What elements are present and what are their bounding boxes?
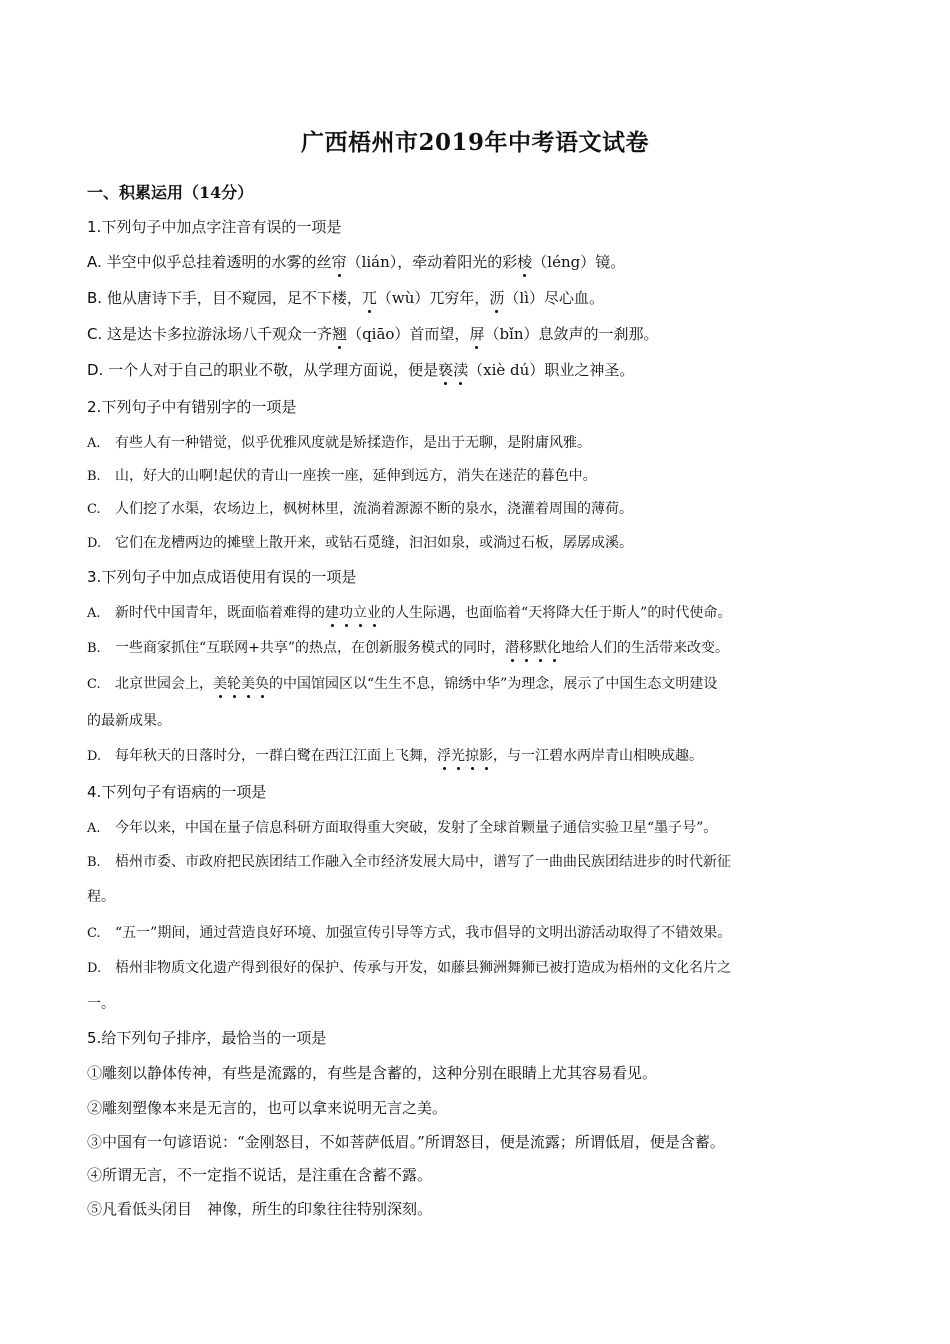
dotted-char: 渎 xyxy=(453,361,469,379)
dotted-char: 影 xyxy=(479,748,493,764)
q5-item-5: ⑤凡看低头闭目 神像，所生的印象往往特别深刻。 xyxy=(87,1200,433,1218)
dotted-char: 功 xyxy=(339,605,353,621)
dotted-char: 移 xyxy=(519,640,534,656)
q3-option-a: A. 新时代中国青年，既面临着难得的建功立业的人生际遇，也面临着“天将降大任于斯人”的时代使命。 xyxy=(87,605,732,621)
q5-item-2: ②雕刻塑像本来是无言的，也可以拿来说明无言之美。 xyxy=(87,1099,448,1117)
section-heading: 一、积累运用（14分） xyxy=(87,183,254,202)
dotted-char: 亵 xyxy=(438,361,454,379)
q3-option-c-continued: 的最新成果。 xyxy=(87,713,171,729)
page-title: 广西梧州市2019年中考语文试卷 xyxy=(300,129,649,156)
q4-option-b-continued: 程。 xyxy=(87,889,115,905)
q4-option-d: D. 梧州非物质文化遗产得到很好的保护、传承与开发，如藤县狮洲舞狮已被打造成为梧州的文化名片之 xyxy=(87,960,731,976)
dotted-char: 翘 xyxy=(332,325,348,343)
dotted-char: 光 xyxy=(451,748,465,764)
dotted-char: 浮 xyxy=(437,748,451,764)
q3-option-b: B. 一些商家抓住“互联网+共享”的热点，在创新服务模式的同时，潜移默化地给人们的生活带来改变。 xyxy=(87,640,730,656)
dotted-char: 默 xyxy=(533,640,548,656)
dotted-char: 屏 xyxy=(469,325,485,343)
q4-option-c: C. “五一”期间，通过营造良好环境、加强宣传引导等方式，我市倡导的文明出游活动取得了不错效果。 xyxy=(87,925,732,941)
dotted-char: 业 xyxy=(367,605,381,621)
q2-option-c: C. 人们挖了水渠，农场边上，枫树林里，流淌着源源不断的泉水，浇灌着周围的薄荷。 xyxy=(87,501,633,517)
dotted-char: 化 xyxy=(547,640,562,656)
q4-option-d-continued: 一。 xyxy=(87,996,115,1012)
q1-option-a: A. 半空中似乎总挂着透明的水雾的丝帘（lián），牵动着阳光的彩棱（léng）镜。 xyxy=(87,253,626,271)
q3-option-c: C. 北京世园会上，美轮美奂的中国馆园区以“生生不息，锦绣中华”为理念，展示了中国生态文明建设 xyxy=(87,676,718,692)
q5-item-4: ④所谓无言，不一定指不说话，是注重在含蓄不露。 xyxy=(87,1166,433,1184)
question-5-stem: 5.给下列句子排序，最恰当的一项是 xyxy=(87,1029,327,1047)
q4-option-b: B. 梧州市委、市政府把民族团结工作融入全市经济发展大局中，谱写了一曲曲民族团结进步的时代新征 xyxy=(87,854,731,870)
dotted-char: 立 xyxy=(353,605,367,621)
dotted-char: 棱 xyxy=(517,253,533,271)
q1-option-c: C. 这是达卡多拉游泳场八千观众一齐翘（qiāo）首而望，屏（bǐn）息敛声的一刹那。 xyxy=(87,325,659,343)
q2-option-a: A. 有些人有一种错觉，似乎优雅风度就是矫揉造作，是出于无聊，是附庸风雅。 xyxy=(87,435,591,451)
question-3-stem: 3.下列句子中加点成语使用有误的一项是 xyxy=(87,568,357,586)
dotted-char: 轮 xyxy=(227,676,241,692)
q2-option-d: D. 它们在龙槽两边的摊壁上散开来，或钻石觅缝，汩汩如泉，或淌过石板，孱孱成溪。 xyxy=(87,535,633,551)
question-2-stem: 2.下列句子中有错别字的一项是 xyxy=(87,398,297,416)
question-4-stem: 4.下列句子有语病的一项是 xyxy=(87,783,267,801)
dotted-char: 掠 xyxy=(465,748,479,764)
q5-item-3: ③中国有一句谚语说：“金刚怒目，不如菩萨低眉。”所谓怒目，便是流露；所谓低眉，便是含蓄。 xyxy=(87,1133,725,1151)
dotted-char: 美 xyxy=(241,676,255,692)
dotted-char: 沥 xyxy=(489,289,505,307)
dotted-char: 潜 xyxy=(505,640,520,656)
dotted-char: 兀 xyxy=(361,289,377,307)
q4-option-a: A. 今年以来，中国在量子信息科研方面取得重大突破，发射了全球首颗量子通信实验卫星“墨子号”。 xyxy=(87,820,718,836)
q2-option-b: B. 山，好大的山啊!起伏的青山一座挨一座，延伸到远方，消失在迷茫的暮色中。 xyxy=(87,468,597,484)
dotted-char: 美 xyxy=(213,676,227,692)
q5-item-1: ①雕刻以静体传神，有些是流露的，有些是含蓄的，这种分别在眼睛上尤其容易看见。 xyxy=(87,1064,658,1082)
dotted-char: 帘 xyxy=(331,253,347,271)
q3-option-d: D. 每年秋天的日落时分，一群白鹭在西江江面上飞舞，浮光掠影，与一江碧水两岸青山相映成趣。 xyxy=(87,748,703,764)
dotted-char: 奂 xyxy=(255,676,269,692)
dotted-char: 建 xyxy=(325,605,339,621)
q1-option-b: B. 他从唐诗下手，目不窥园，足不下楼，兀（wù）兀穷年，沥（lì）尽心血。 xyxy=(87,289,605,307)
q1-option-d: D. 一个人对于自己的职业不敬，从学理方面说，便是亵渎（xiè dú）职业之神圣。 xyxy=(87,361,635,379)
question-1-stem: 1.下列句子中加点字注音有误的一项是 xyxy=(87,218,342,236)
